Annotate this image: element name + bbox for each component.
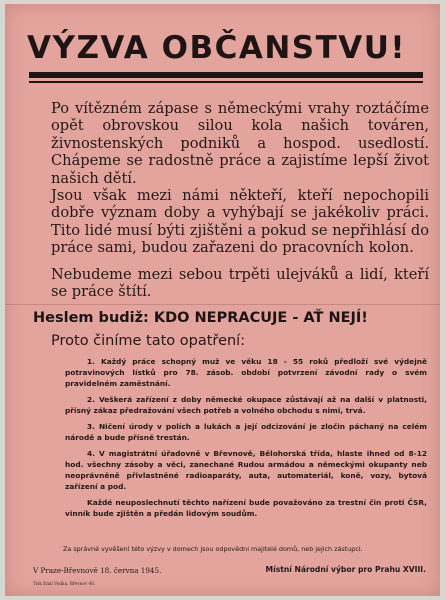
measures-list	[65, 356, 427, 524]
paragraph-shirkers: Jsou však mezi námi někteří, kteří nepochopili dobře význam doby a vyhýbají se jakékoliv práci. Tito lidé musí býti zjištěni a pokud se nepřihlásí do práce sami, budou zařazeni do pracovních kolon.	[51, 187, 429, 257]
printer-credit: Tisk Emil Vodka, Břevnov 48.	[33, 581, 96, 586]
measure-item: 2. Veškerá zařízení z doby německé okupace zůstávají až na další v platnosti, přísný zákaz předražování všech potřeb a volného obchodu s nimi, trvá.	[65, 395, 427, 415]
measure-item: 3. Ničení úrody v polích a lukách a její odcizování je zločin páchaný na celém národě a bude přísně trestán.	[65, 422, 427, 442]
posting-note: Za správné vyvěšení této výzvy v domech jsou odpovědni majitelé domů, neb jejich zástupci.	[63, 545, 363, 553]
measure-item-closing: Každé neuposlechnutí těchto nařízení bude považováno za trestní čin proti ČSR, vinník bude zjištěn a předán lidovým soudům.	[65, 498, 427, 518]
measure-item: 1. Každý práce schopný muž ve věku 18 - 55 roků předloží své výdejně potravinových lístků pro 78. zásob. období potvrzení závodní rady o svém pravidelném zaměstnání.	[65, 357, 427, 388]
title-rule-thick	[29, 72, 423, 78]
place-date: V Praze-Břevnově 18. června 1945.	[33, 566, 162, 575]
slogan: Heslem budiž: KDO NEPRACUJE - AŤ NEJÍ!	[33, 310, 368, 326]
measures-heading: Proto činíme tato opatření:	[51, 333, 246, 349]
paragraph-victory: Po vítězném zápase s německými vrahy roztáčíme opět obrovskou silou kola našich továren, živnostenských podniků a hospod. usedlostí. Chápeme se radostně práce a zajistíme lepší život našich dětí.	[51, 100, 429, 187]
poster-title: VÝZVA OBČANSTVU!	[27, 30, 407, 66]
paper-fold	[5, 304, 440, 305]
poster	[5, 4, 440, 596]
title-rule-thin	[29, 81, 423, 83]
paragraph-tolerance: Nebudeme mezi sebou trpěti ulejváků a lidí, kteří se práce štítí.	[51, 266, 429, 301]
issuing-committee: Místní Národní výbor pro Prahu XVIII.	[265, 565, 426, 574]
measure-item: 4. V magistrátní úřadovně v Břevnově, Bělohorská třída, hlaste ihned od 8-12 hod. všechny zásoby a věci, zanechané Rudou armádou a německými okupanty neb neoprávněně přivlastněné radioaparáty, auta, automateriál, koně, vozy, bytová zařízení a pod.	[65, 449, 427, 491]
